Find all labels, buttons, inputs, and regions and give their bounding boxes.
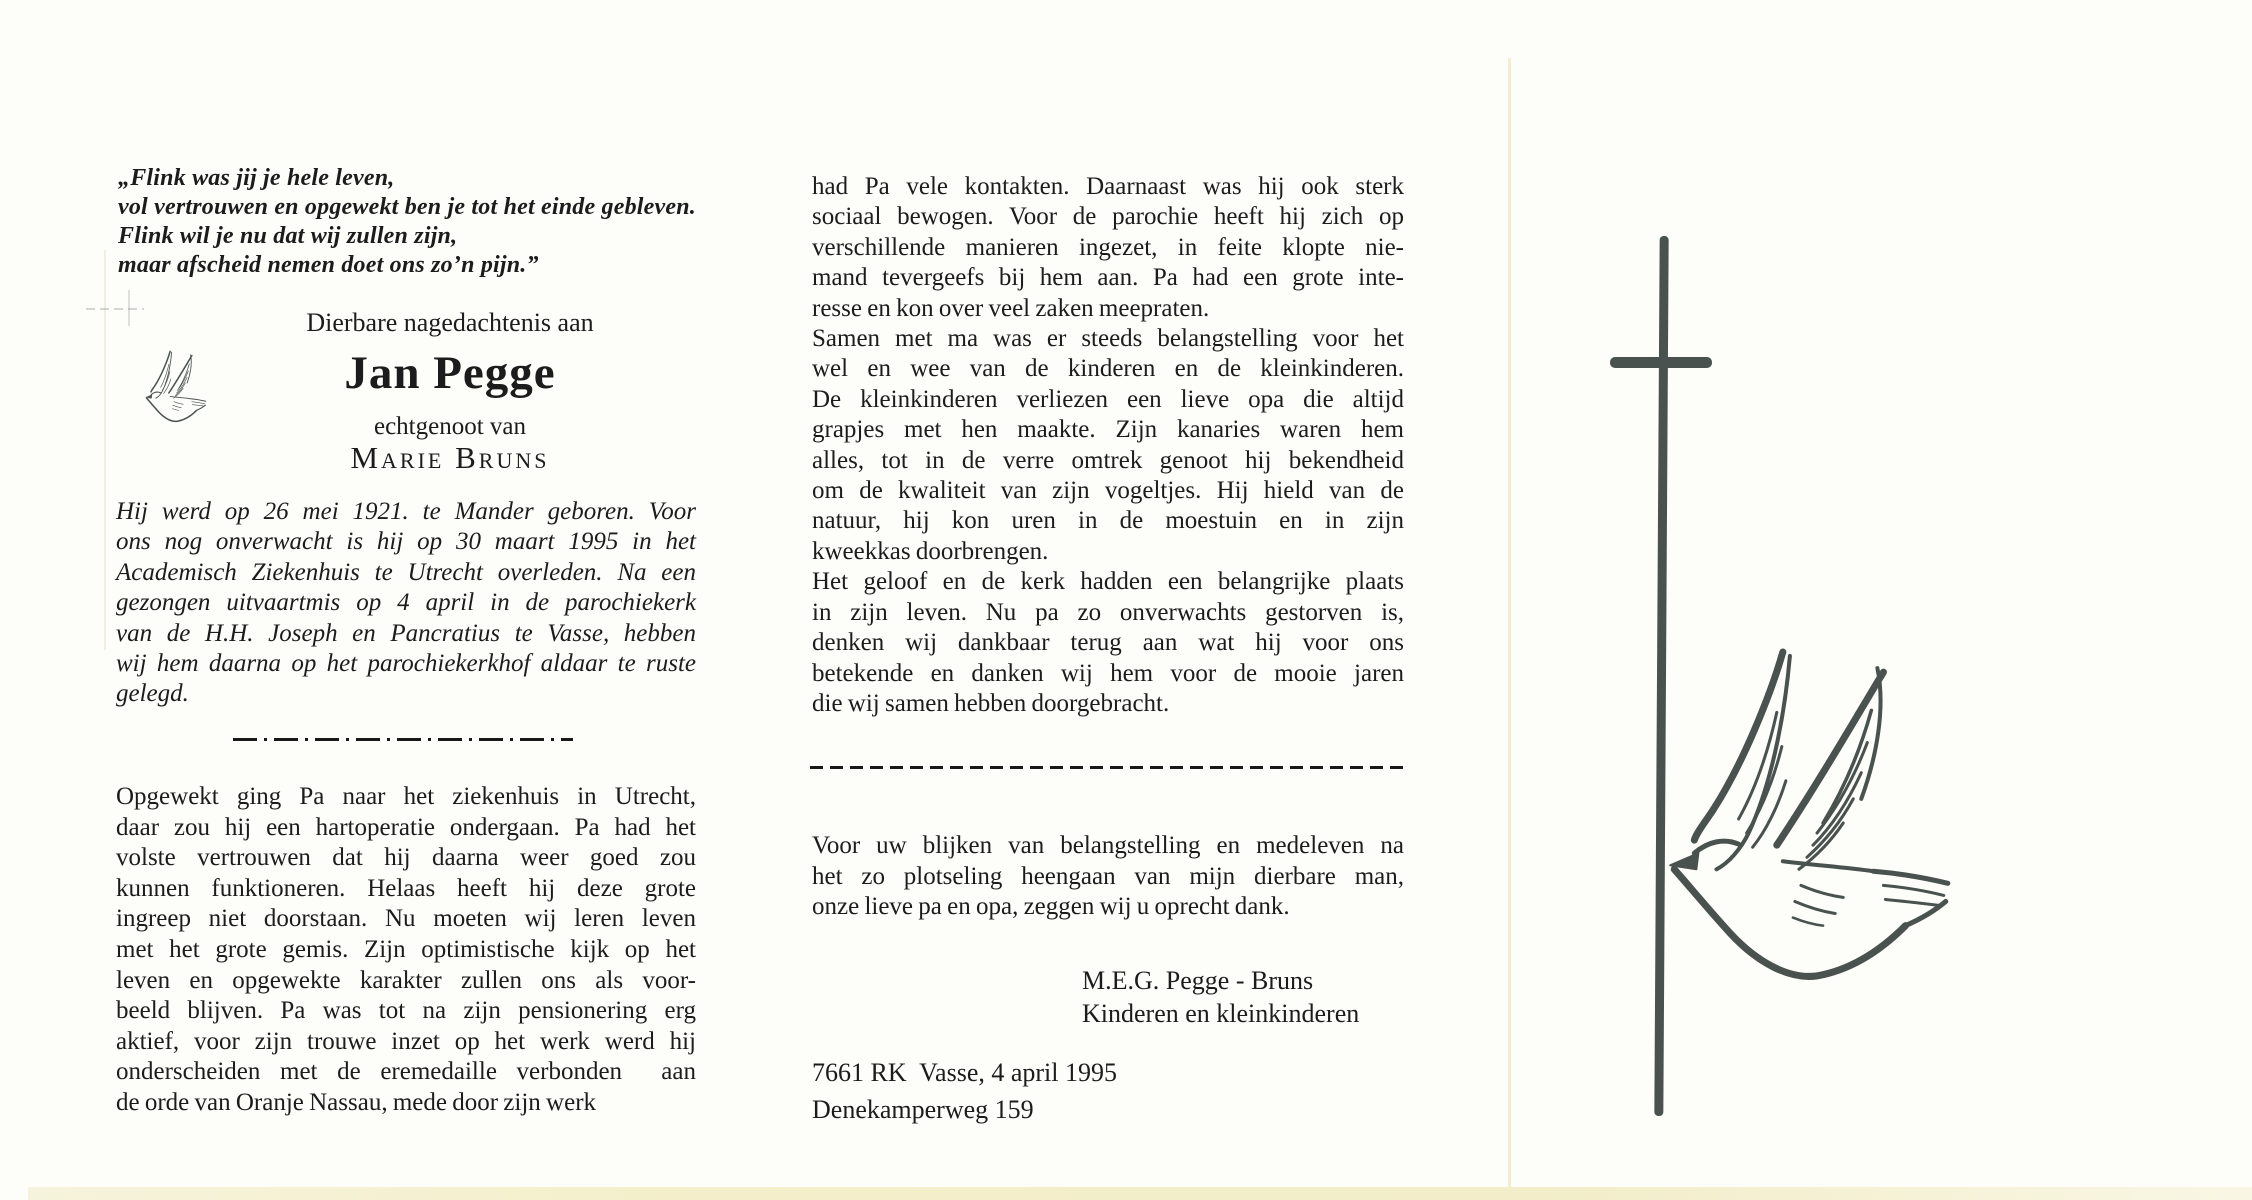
spouse-name: Marie Bruns [350,440,550,475]
deceased-name: Jan Pegge [344,347,556,399]
signature-sub: Kinderen en kleinkinderen [1082,999,1360,1028]
story-paragraph: had Pa vele kontakten. Daarnaast was hij ook sterk sociaal bewogen. Voor de parochie heeft hij zich op verschillende manieren ingezet, in feite klopte nie- mand tevergeefs bij hem aan. Pa had een grote inte- resse en kon over veel zaken meepraten. [812,173,1404,322]
left-story-paragraph: Opgewekt ging Pa naar het ziekenhuis in Utrecht, daar zou hij een hartoperatie ondergaan. Pa had het volste vertrouwen dat hij daarna weer goed zou kunnen funktioneren. Helaas heeft hij deze grote ingreep niet doorstaan. Nu moeten wij leren leven met het grote gemis. Zijn optimistische kijk op het leven en opgewekte karakter zullen ons als voor- beeld blijven. Pa was tot na zijn pensionering erg aktief, voor zijn trouwe inzet op het werk werd hij onderscheiden met de eremedaille verbonden aan de orde van Oranje Nassau, mede door zijn werk [116,783,696,1116]
dashed-divider [810,766,1408,769]
story-paragraph: Het geloof en de kerk hadden een belangrijke plaats in zijn leven. Nu pa zo onverwachts gestorven is, denken wij dankbaar terug aan wat hij voor ons betekende en danken wij hem voor de mooie jaren die wij samen hebben doorgebracht. [812,568,1404,717]
page-fold-line [1508,58,1511,1188]
scan-edge-tint [28,1187,2252,1200]
acknowledgement-paragraph: Voor uw blijken van belangstelling en medeleven na het zo plotseling heengaan van mijn dierbare man, onze lieve pa en opa, zeggen wij u oprecht dank. [812,832,1404,921]
signature-block [1082,964,1359,1030]
dove-icon [1664,646,1956,998]
scan-fold-shadow [104,250,106,650]
dash-dot-divider [233,738,573,741]
story-paragraph: Samen met ma was er steeds belangstelling voor het wel en wee van de kinderen en de kleinkinderen. De kleinkinderen verliezen een lieve opa die altijd grapjes met hen maakte. Zijn kanaries waren hem alles, tot in de verre omtrek genoot hij bekendheid om de kwaliteit van zijn vogeltjes. Hij hield van de natuur, hij kon uren in de moestuin en in zijn kweekkas doorbrengen. [812,325,1404,565]
signature-name: M.E.G. Pegge - Bruns [1082,966,1314,995]
address-line: 7661 RK Vasse, 4 april 1995 [812,1058,1118,1087]
cross-icon [1610,357,1712,368]
crop-mark-icon [128,290,130,326]
dedication-text: Dierbare nagedachtenis aan [306,308,594,337]
relation-text: echtgenoot van [373,413,527,440]
crop-mark-icon [86,308,144,310]
opening-quote: „Flink was jij je hele leven, vol vertrouwen en opgewekt ben je tot het einde gebleven. Flink wil je nu dat wij zullen zijn, maar afscheid nemen doet ons zo’n pijn.” [118,165,696,278]
address-block [812,1054,1117,1128]
middle-story [812,172,1404,719]
life-summary-paragraph: Hij werd op 26 mei 1921. te Mander geboren. Voor ons nog onverwacht is hij op 30 maart 1995 in het Academisch Ziekenhuis te Utrecht overleden. Na een gezongen uitvaartmis op 4 april in de parochiekerk van de H.H. Joseph en Pancratius te Vasse, hebben wij hem daarna op het parochiekerkhof aldaar te ruste gelegd. [116,498,696,708]
address-line: Denekamperweg 159 [812,1095,1034,1124]
